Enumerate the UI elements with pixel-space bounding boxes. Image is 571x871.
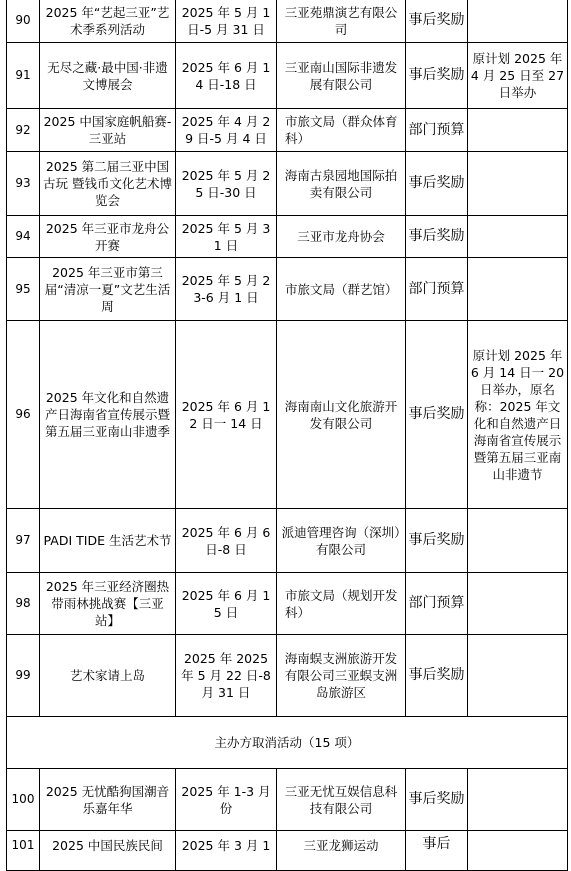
remark [468,509,568,573]
remark [468,152,568,216]
organizer: 三亚无忧互娱信息科技有限公司 [277,769,406,831]
remark: 原计划 2025 年 6 月 14 日一 20 日举办，原名称：2025 年文化和自然遗产日海南省宣传展示暨第五届三亚南山非遗节 [468,321,568,509]
table-row [7,831,568,871]
funding-method: 事后奖励 [406,216,468,258]
remark [468,769,568,831]
row-number: 101 [7,831,40,871]
table-row [7,258,568,321]
organizer: 三亚南山国际非遗发展有限公司 [277,43,406,109]
activity-name: 2025 年文化和自然遗产日海南省宣传展示暨第五届三亚南山非遗季 [40,321,176,509]
row-number: 93 [7,152,40,216]
activity-date: 2025 年 6 月 14 日-18 日 [176,43,277,109]
funding-method: 部门预算 [406,109,468,152]
funding-method: 事后奖励 [406,43,468,109]
funding-method: 事后奖励 [406,769,468,831]
funding-method: 部门预算 [406,573,468,635]
activity-name: PADI TIDE 生活艺术节 [40,509,176,573]
row-number: 96 [7,321,40,509]
organizer: 海南蜈支洲旅游开发有限公司三亚蜈支洲岛旅游区 [277,635,406,717]
table-row [7,109,568,152]
activity-date: 2025 年 6 月 6 日-8 日 [176,509,277,573]
remark [468,109,568,152]
activity-date: 2025 年 3 月 1 [176,831,277,871]
funding-method: 事后奖励 [406,0,468,43]
organizer: 市旅文局（规划开发科） [277,573,406,635]
organizer: 市旅文局（群众体育科） [277,109,406,152]
remark [468,258,568,321]
row-number: 97 [7,509,40,573]
funding-method: 事后奖励 [406,635,468,717]
activity-date: 2025 年 5 月 23-6 月 1 日 [176,258,277,321]
row-number: 94 [7,216,40,258]
remark [468,216,568,258]
activity-date: 2025 年 4 月 29 日-5 月 4 日 [176,109,277,152]
activity-name: 无尽之藏·最中国·非遗文博展会 [40,43,176,109]
activity-name: 2025 无忧酷狗国潮音乐嘉年华 [40,769,176,831]
table-row [7,43,568,109]
table-row [7,321,568,509]
organizer: 海南古泉园地国际拍卖有限公司 [277,152,406,216]
organizer: 三亚龙狮运动 [277,831,406,871]
row-number: 100 [7,769,40,831]
activity-name: 2025 中国家庭帆船赛-三亚站 [40,109,176,152]
organizer: 三亚市龙舟协会 [277,216,406,258]
remark [468,573,568,635]
activity-table [6,0,568,871]
table-row [7,216,568,258]
organizer: 派迪管理咨询（深圳）有限公司 [277,509,406,573]
remark [468,831,568,871]
activity-date: 2025 年 1-3 月份 [176,769,277,831]
activity-name: 2025 年“艺起三亚”艺术季系列活动 [40,0,176,43]
section-row [7,717,568,769]
funding-method: 事后 [406,831,468,871]
row-number: 99 [7,635,40,717]
activity-date: 2025 年 2025 年 5 月 22 日-8 月 31 日 [176,635,277,717]
funding-method: 事后奖励 [406,321,468,509]
row-number: 98 [7,573,40,635]
remark [468,635,568,717]
row-number: 90 [7,0,40,43]
funding-method: 事后奖励 [406,152,468,216]
organizer: 三亚苑鼎演艺有限公司 [277,0,406,43]
activity-date: 2025 年 6 月 15 日 [176,573,277,635]
activity-date: 2025 年 5 月 31 日 [176,216,277,258]
row-number: 95 [7,258,40,321]
remark: 原计划 2025 年 4 月 25 日至 27 日举办 [468,43,568,109]
table-row [7,769,568,831]
table-row [7,0,568,43]
activity-name: 2025 第二届三亚中国古玩 暨钱币文化艺术博览会 [40,152,176,216]
activity-name: 2025 年三亚市第三届“清凉一夏”文艺生活周 [40,258,176,321]
table-row [7,152,568,216]
table-row [7,573,568,635]
activity-name: 艺术家请上岛 [40,635,176,717]
activity-name: 2025 年三亚经济圈热带雨林挑战赛【三亚站】 [40,573,176,635]
activity-date: 2025 年 5 月 25 日-30 日 [176,152,277,216]
row-number: 91 [7,43,40,109]
section-title: 主办方取消活动（15 项） [7,717,568,769]
table-row [7,635,568,717]
activity-date: 2025 年 6 月 12 日一 14 日 [176,321,277,509]
activity-date: 2025 年 5 月 1 日-5 月 31 日 [176,0,277,43]
organizer: 市旅文局（群艺馆） [277,258,406,321]
row-number: 92 [7,109,40,152]
activity-name: 2025 年三亚市龙舟公开赛 [40,216,176,258]
funding-method: 部门预算 [406,258,468,321]
funding-method: 事后奖励 [406,509,468,573]
organizer: 海南南山文化旅游开发有限公司 [277,321,406,509]
remark [468,0,568,43]
activity-name: 2025 中国民族民间 [40,831,176,871]
table-row [7,509,568,573]
